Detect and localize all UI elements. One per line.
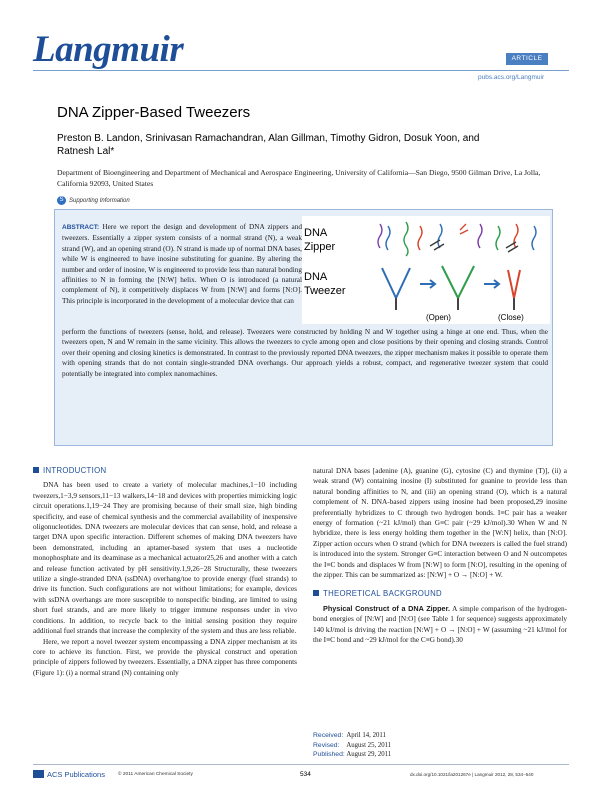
theory-heading[interactable] [313,589,567,599]
col2-paragraph-2 [313,604,567,646]
figure-label-tweezer-2: Tweezer [304,285,346,297]
tweezer-arms-illustration [382,266,520,310]
revised-date: August 25, 2011 [346,741,392,749]
zipper-strands-illustration [378,222,536,256]
supporting-info-label: Supporting Information [69,198,130,205]
section-square-icon [313,590,319,596]
authors-line-2[interactable]: Ratnesh Lal* [57,146,115,157]
publication-dates [313,731,493,760]
acs-logo-icon [33,770,44,778]
abstract-label: ABSTRACT: [62,224,100,231]
abstract-body-top: Here we report the design and development of DNA zippers and tweezers. Essentially a zipper system consists of a normal strand (N), a weak strand (W), and an opening strand (O). N strand is made up of normal DNA bases, while W is engineered to have inosine substituting for guanine. By altering the number and order of inosine, W is engineered to provide less than natural bonding affinities to N in forming the [N:W] helix. When O is introduced (a natural complement of N), it competitively displaces W from [N:W] and forms [N:O]. This principle is incorporated in the development of a molecular device that can [62,223,302,305]
subheading: Physical Construct of a DNA Zipper. [323,603,450,613]
figure-close-label: (Close) [498,313,524,322]
affiliation: Department of Bioengineering and Department of Mechanical and Aerospace Engineering, University of California—San Diego, 9500 Gilman Drive, La Jolla, California 92093, United States [57,168,541,188]
header-divider [33,70,569,71]
acs-publisher-name: ACS Publications [47,770,105,779]
revised-row [313,741,493,751]
journal-url-link[interactable]: pubs.acs.org/Langmuir [478,74,545,81]
theory-heading-label: THEORETICAL BACKGROUND [323,589,442,599]
intro-paragraph-1: DNA has been used to create a variety of molecular machines,1−10 including tweezers,1−3,9 sensors,11−13 walkers,14−18 and devices with properties mimicking logic circuit operations.1,19−24 They are promising because of their small size, high binding specificity, and ease of chemical synthesis and the commercial availability of inexpensive oligonucleotides. DNA tweezers are molecular devices that can sense, hold, and release a target DNA upon specific interaction. Different schemes of making DNA tweezers have been demonstrated, including an aptamer-based system that uses a nucleotide monophosphate and its deaminase as a mechanical actuator25,26 and another with a catch and release function activated by pH sensitivity.1,9,26−28 Structurally, these tweezers utilize a single-stranded DNA (ssDNA) overhang/toe to provide energy (fuel strands) to drive its function. Such configurations are not without limitations; for example, devices with ssDNA overhangs are more susceptible to nonspecific binding, are limited to using short fuel strands, and are more likely to trigger immune responses under in vivo conditions. In addition, to recycle back to the initial sensing position they require additional fuel strands that increase the complexity of the system and thus are less reliable. [33,481,297,636]
copyright: © 2011 American Chemical Society [118,772,193,777]
doi-link[interactable]: dx.doi.org/10.1021/la201267e | Langmuir 2012, 28, 534−540 [410,772,534,777]
intro-paragraph-2: Here, we report a novel tweezer system encompassing a DNA zipper mechanism at its core to achieve its function. First, we provide the physical construct and operation principle of zippers followed by tweezers. Essentially, a DNA zipper has three components (Figure 1): (i) a normal strand (N) containing only [33,637,297,677]
revised-label: Revised: [313,741,340,749]
received-row [313,731,493,741]
figure-open-label: (Open) [426,313,451,322]
section-square-icon [33,467,39,473]
published-row [313,750,493,760]
abstract-text-bottom: perform the functions of tweezers (sense, hold, and release). Tweezers were constructed by holding N and W together using a hinge at one end. Thus, when the tweezers open, N and W remain in the same vicinity. This allows the tweezers to cycle among open and close positions by their opening and closing strands. Control over their opening and closing kinetics is demonstrated. In contrast to the previously reported DNA tweezers, the zipper mechanism makes it possible to operate them with opening strands that do not contain single-stranded DNA overhangs. Our approach yields a robust, compact, and regenerative tweezer system that could potentially be integrated into complex nanomachines. [62,328,548,378]
page-number: 534 [300,771,311,778]
published-date: August 29, 2011 [346,751,392,759]
right-column [313,466,567,646]
author-list [57,132,557,158]
journal-logo[interactable]: Langmuir [33,29,184,70]
article-title: DNA Zipper-Based Tweezers [57,104,251,121]
footer-divider [33,764,569,765]
intro-heading[interactable] [33,466,297,476]
abstract-text-top [62,222,302,306]
supporting-info-icon: S [57,196,66,205]
published-label: Published: [313,751,345,759]
toc-figure-svg [302,216,550,324]
authors-line-1[interactable]: Preston B. Landon, Srinivasan Ramachandran, Alan Gillman, Timothy Gidron, Dosuk Yoon, and [57,133,480,144]
toc-graphic[interactable] [302,216,550,324]
figure-label-tweezer-1: DNA [304,271,328,283]
col2-paragraph-2-body: A simple comparison of the hydrogen-bond energies of [N:W] and [N:O] (see Table 1 for sequence) suggests approximately 140 kJ/mol is driving the reaction [N:W] + O → [N:O] + W (assuming ~21 kJ/mol for the I≡C bond and ~29 kJ/mol for the C≡G bond).30 [313,604,567,645]
figure-label-zipper-2: Zipper [304,241,336,253]
intro-heading-label: INTRODUCTION [43,466,107,475]
supporting-info-link[interactable] [57,196,130,205]
received-label: Received: [313,732,344,739]
figure-label-zipper-1: DNA [304,227,328,239]
col2-paragraph-1: natural DNA bases [adenine (A), guanine (G), cytosine (C) and thymine (T)], (ii) a weak strand (W) containing inosine (I) substituted for guanine to provide less than natural bonding affinities to N, and (iii) an opening strand (O), which is a natural complement of N. DNA-based zippers using inosine had been proposed,29 inosine preferentially hybridizes to C through two hydrogen bonds. I≡C pair has a weaker energy of formation (~21 kJ/mol) than G≡C pair (~29 kJ/mol).30 When W and N hybridize, there is less energy holding them together in the [W:N] helix, than [N:O]. Zipper action occurs when O strand (which for DNA tweezers is called the fuel strand) is introduced into the system. Stronger G≡C interaction between O and N outcompetes the I≡C bonds and displaces W from [N:W] to form [N:O], resulting in the opening of the zipper. This can be summarized as: [N:W] + O → [N:O] + W. [313,467,567,580]
left-column [33,466,297,678]
article-type-badge: ARTICLE [506,53,548,65]
acs-publications-logo[interactable] [33,770,105,779]
received-date: April 14, 2011 [346,732,386,739]
